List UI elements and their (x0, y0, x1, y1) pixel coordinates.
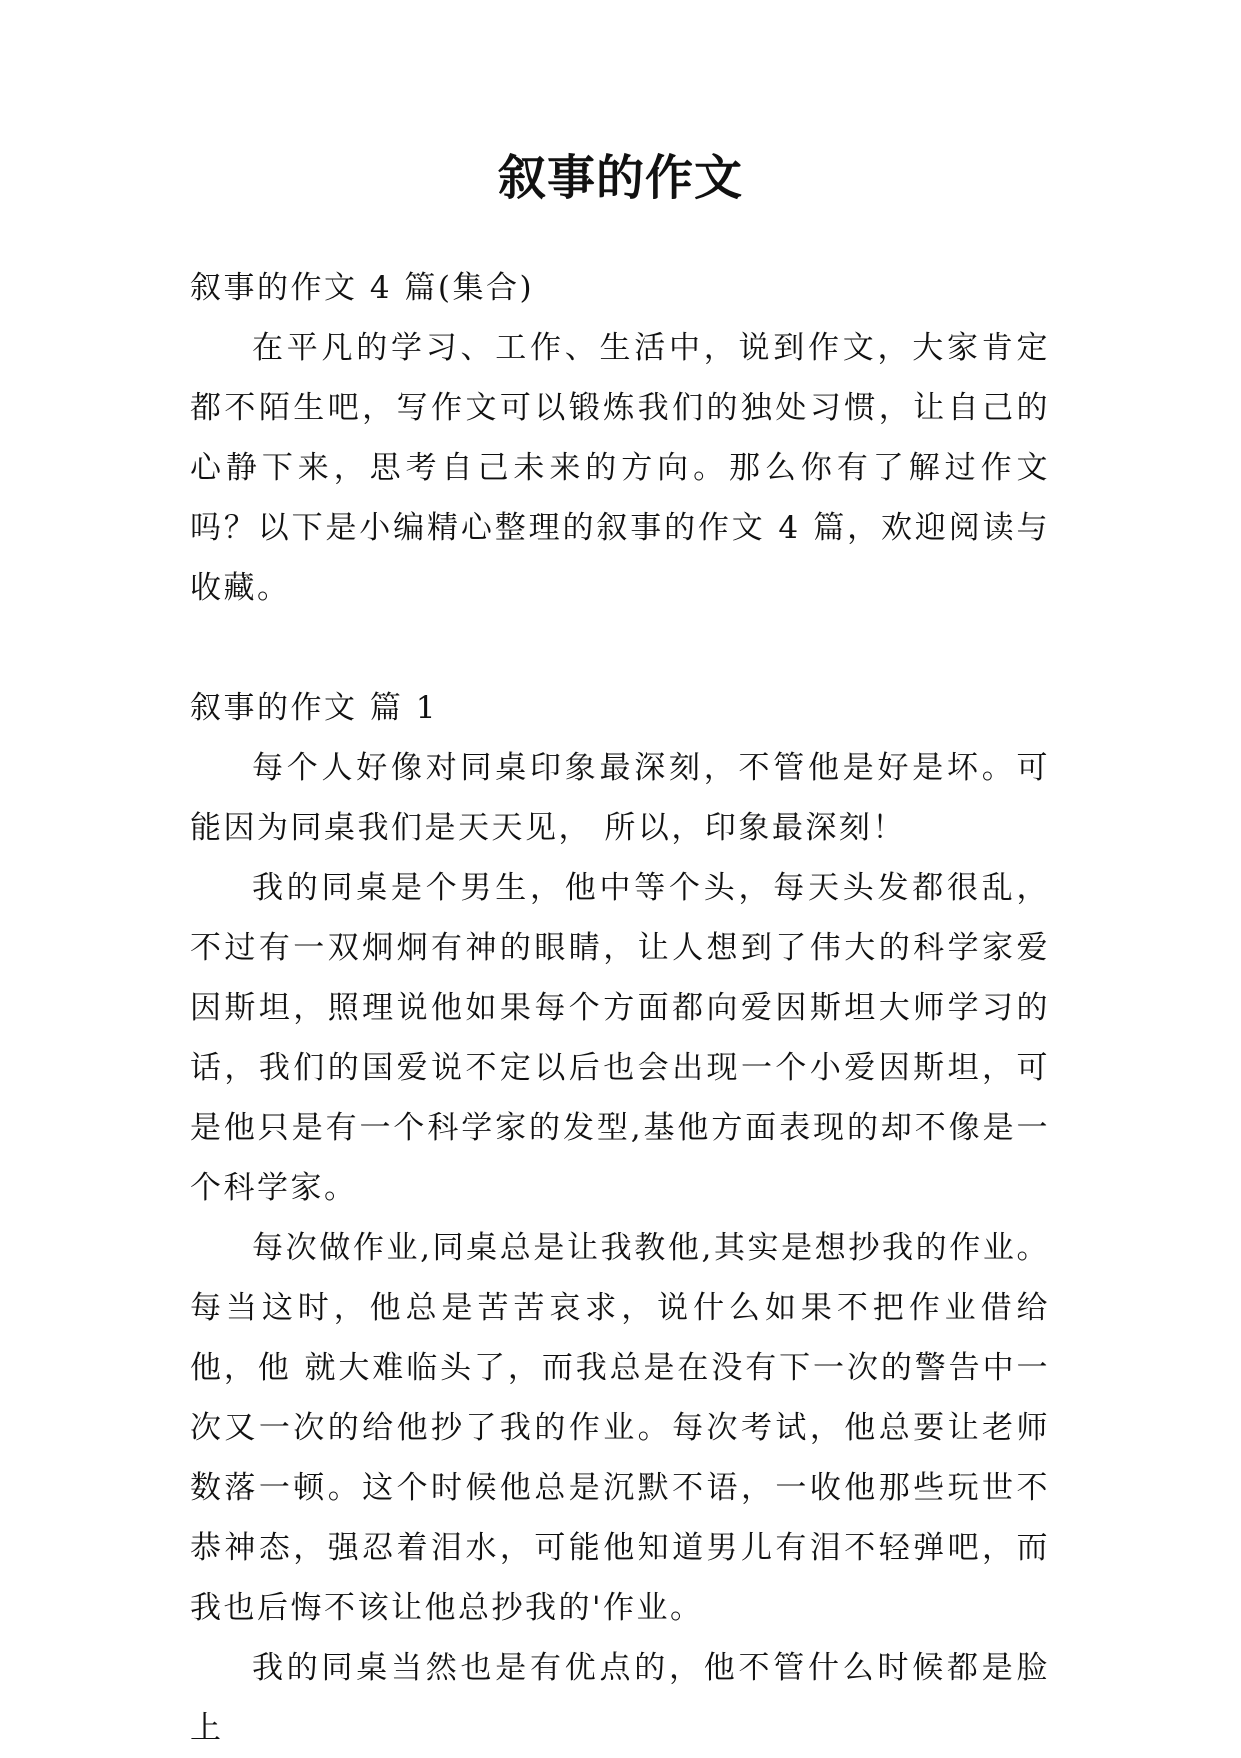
intro-paragraph: 在平凡的学习、工作、生活中，说到作文，大家肯定都不陌生吧，写作文可以锻炼我们的独处习惯，让自己的心静下来，思考自己未来的方向。那么你有了解过作文吗？以下是小编精心整理的叙事的作文 4 篇，欢迎阅读与收藏。 (190, 330, 1050, 606)
body-paragraph: 每次做作业,同桌总是让我教他,其实是想抄我的作业。每当这时，他总是苦苦哀求，说什么如果不把作业借给他，他 就大难临头了，而我总是在没有下一次的警告中一次又一次的给他抄了我的作业。每次考试，他总要让老师数落一顿。这个时候他总是沉默不语，一收他那些玩世不恭神态，强忍着泪水，可能他知道男儿有泪不轻弹吧，而我也后悔不该让他总抄我的'作业。 (190, 1230, 1050, 1626)
section-heading: 叙事的作文 篇 1 (190, 690, 438, 726)
document-body (190, 258, 1050, 1758)
body-paragraph: 我的同桌是个男生，他中等个头，每天头发都很乱，不过有一双炯炯有神的眼睛，让人想到了伟大的科学家爱因斯坦，照理说他如果每个方面都向爱因斯坦大师学习的话，我们的国爱说不定以后也会出现一个小爱因斯坦，可是他只是有一个科学家的发型,基他方面表现的却不像是一个科学家。 (190, 870, 1050, 1206)
body-paragraph: 每个人好像对同桌印象最深刻，不管他是好是坏。可能因为同桌我们是天天见， 所以，印象最深刻！ (190, 750, 1050, 846)
document-title: 叙事的作文 (497, 150, 743, 206)
body-paragraph: 我的同桌当然也是有优点的，他不管什么时候都是脸上 (190, 1650, 1050, 1746)
collection-heading: 叙事的作文 4 篇(集合) (190, 270, 535, 306)
